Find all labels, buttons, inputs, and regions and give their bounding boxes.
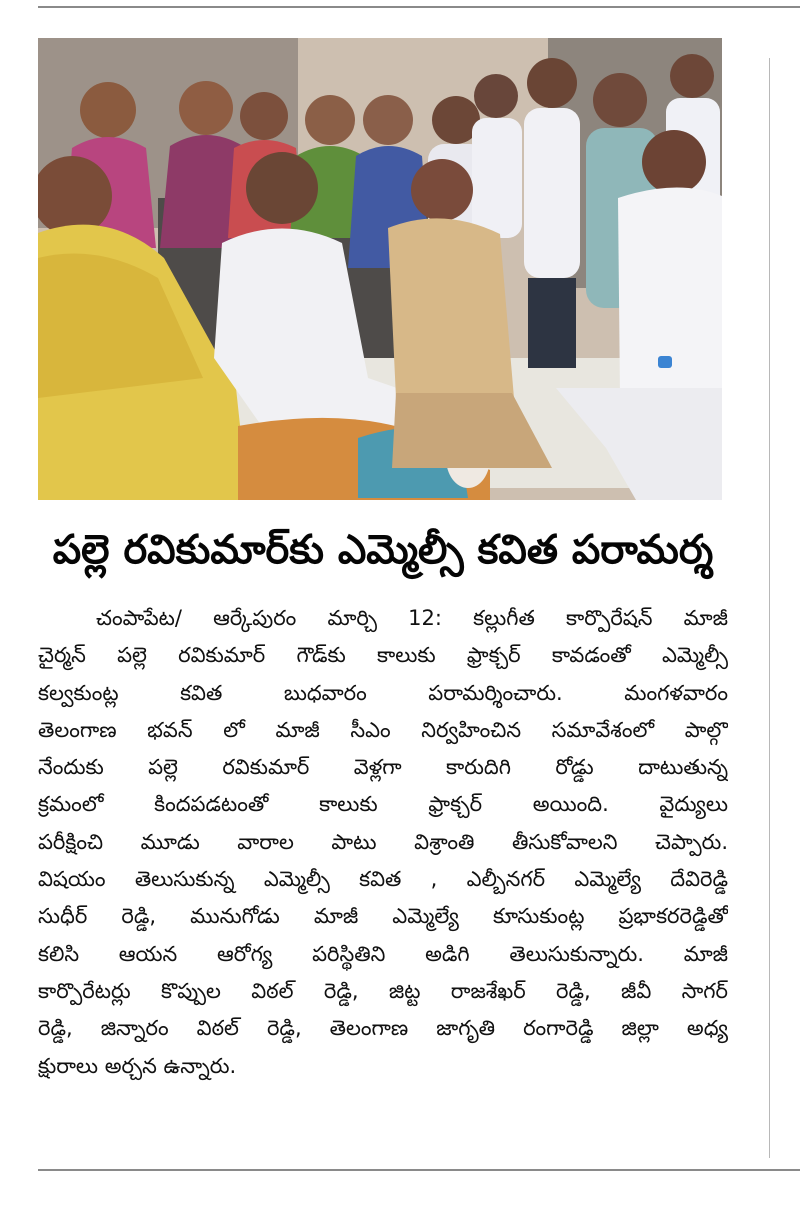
article-line: సుధీర్ రెడ్డి, మునుగోడు మాజీ ఎమ్మెల్యే కూసుకుంట్ల ప్రభాకరరెడ్డితో	[38, 904, 728, 929]
top-divider	[38, 6, 800, 8]
article-line: రెడ్డి, జిన్నారం విఠల్ రెడ్డి, తెలంగాణ జాగృతి రంగారెడ్డి జిల్లా అధ్య	[38, 1016, 728, 1041]
news-photo-illustration	[38, 38, 722, 500]
article-line: కల్వకుంట్ల కవిత బుధవారం పరామర్శించారు. మంగళవారం	[38, 680, 728, 705]
bottom-divider	[38, 1169, 800, 1171]
headline: పల్లె రవికుమార్‌కు ఎమ్మెల్సీ కవిత పరామర్శ	[52, 527, 714, 573]
article-line: తెలంగాణ భవన్ లో మాజీ సీఎం నిర్వహించిన సమావేశంలో పాల్గొ	[38, 717, 728, 742]
article-line: క్రమంలో కిందపడటంతో కాలుకు ఫ్రాక్చర్ అయింది. వైద్యులు	[38, 792, 728, 817]
article-line: నేందుకు పల్లె రవికుమార్ వెళ్లగా కారుదిగి రోడ్డు దాటుతున్న	[38, 755, 728, 780]
article-line: కార్పొరేటర్లు కొప్పుల విఠల్ రెడ్డి, జిట్ట రాజశేఖర్ రెడ్డి, జీవీ సాగర్	[38, 978, 728, 1003]
article-line: పరీక్షించి మూడు వారాల పాటు విశ్రాంతి తీసుకోవాలని చెప్పారు.	[38, 829, 728, 854]
article-line: చంపాపేట/ ఆర్కేపురం మార్చి 12: కల్లుగీత కార్పొరేషన్ మాజీ	[96, 606, 728, 630]
column-divider	[769, 58, 770, 1158]
article-body	[38, 600, 728, 1085]
article-line: కలిసి ఆయన ఆరోగ్య పరిస్థితిని అడిగి తెలుసుకున్నారు. మాజీ	[38, 941, 728, 966]
article-line: క్షురాలు అర్చన ఉన్నారు.	[38, 1053, 237, 1078]
news-photo	[38, 38, 722, 500]
article-line: విషయం తెలుసుకున్న ఎమ్మెల్సీ కవిత , ఎల్బీనగర్ ఎమ్మెల్యే దేవిరెడ్డి	[38, 867, 728, 892]
article-line: చైర్మన్ పల్లె రవికుమార్ గౌడ్‌కు కాలుకు ఫ్రాక్చర్ కావడంతో ఎమ్మెల్సీ	[38, 643, 728, 668]
